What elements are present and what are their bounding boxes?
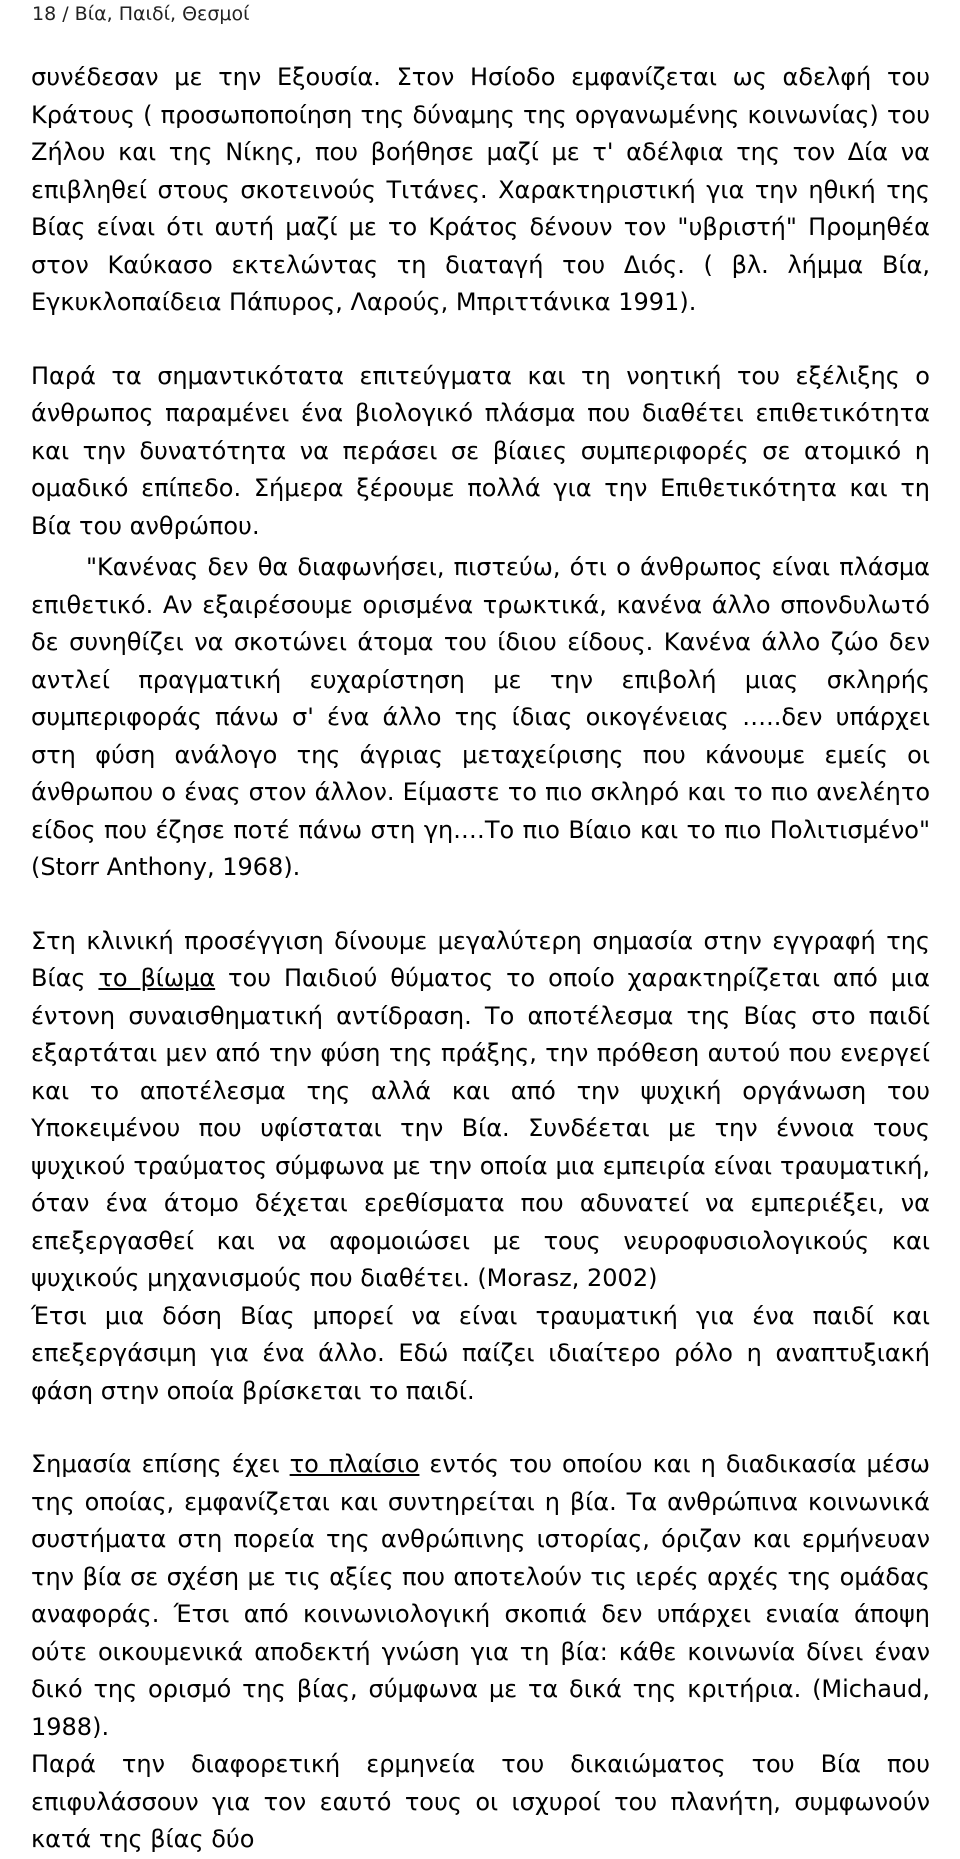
context-rest-text: εντός του οποίου και η διαδικασία μέσω της οποίας, εμφανίζεται και συντηρείται η βία. Τα ανθρώπινα κοινωνικά συστήματα στη πορεία της ανθρώπινης ιστορίας, όριζαν και ερμήνευαν την βία σε σχέση με τις αξίες που αποτελούν τις ιερές αρχές της ομάδας αναφοράς. Έτσι από κοινωνιολογική σκοπιά δεν υπάρχει ενιαία άποψη ούτε οικουμενικά αποδεκτή γνώση για τη βία: κάθε κοινωνία δίνει έναν δικό της ορισμό της βίας, σύμφωνα με τα δικά της κριτήρια. (Michaud, 1988).: [31, 1450, 931, 1741]
clinical-lead-text: Στη κλινική προσέγγιση δίνουμε μεγαλύτερη σημασία στην εγγραφή της Βίας: [31, 926, 930, 992]
paragraph-1: συνέδεσαν με την Εξουσία. Στον Ησίοδο εμφανίζεται ως αδελφή του Κράτους ( προσωποποίηση της δύναμης της οργανωμένης κοινωνίας) του Ζήλου και της Νίκης, που βοήθησε μαζί με τ' αδέλφια της τον Δία να επιβληθεί στους σκοτεινούς Τιτάνες. Χαρακτηριστική για την ηθική της Βίας είναι ότι αυτή μαζί με το Κράτος δένουν τον "υβριστή" Προμηθέα στον Καύκασο εκτελώντας τη διαταγή του Διός. ( βλ. λήμμα Βία, Εγκυκλοπαίδεια Πάπυρος, Λαρούς, Μπριττάνικα 1991).: [31, 63, 930, 316]
quote-paragraph: "Κανένας δεν θα διαφωνήσει, πιστεύω, ότι ο άνθρωπος είναι πλάσμα επιθετικό. Αν εξαιρέσουμε ορισμένα τρωκτικά, κανένα άλλο σπονδυλωτό δε συνηθίζει να σκοτώνει άτομα του ίδιου είδους. Κανένα άλλο ζώο δεν αντλεί πραγματική ευχαρίστηση με την επιβολή μιας σκληρής συμπεριφοράς πάνω σ' ένα άλλο της ίδιας οικογένειας …..δεν υπάρχει στη φύση ανάλογο της άγριας μεταχείρισης που κάνουμε εμείς οι άνθρωπου ο ένας στον άλλον. Είμαστε το πιο σκληρό και το πιο ανελέητο είδος που έζησε ποτέ πάνω στη γη.…Το πιο Βίαιο και το πιο Πολιτισμένο" (Storr Anthony, 1968).: [31, 553, 930, 881]
underlined-term-framework: το πλαίσιο: [289, 1450, 420, 1478]
clinical-rest-text: του Παιδιού θύματος το οποίο χαρακτηρίζεται από μια έντονη συναισθηματική αντίδραση. Το αποτέλεσμα της Βίας στο παιδί εξαρτάται μεν από την φύση της πράξης, την πρόθεση αυτού που ενεργεί και το αποτέλεσμα της αλλά και από την ψυχική οργάνωση του Υποκειμένου που υφίσταται την Βία. Συνδέεται με την έννοια τους ψυχικού τραύματος σύμφωνα με την οποία μια εμπειρία είναι τραυματική, όταν ένα άτομο δέχεται ερεθίσματα που αδυνατεί να εμπεριέξει, να επεξεργασθεί και να αφομοιώσει με τους νευροφυσιολογικούς και ψυχικούς μηχανισμούς που διαθέτει. (Morasz, 2002): [31, 964, 931, 1292]
paragraph-2: Παρά τα σημαντικότατα επιτεύγματα και τη νοητική του εξέλιξης ο άνθρωπος παραμένει ένα βιολογικό πλάσμα που διαθέτει επιθετικότητα και την δυνατότητα να περάσει σε βίαιες συμπεριφορές σε ατομικό η ομαδικό επίπεδο. Σήμερα ξέρουμε πολλά για την Επιθετικότητα και τη Βία του ανθρώπου.: [31, 361, 930, 540]
context-lead-text: Σημασία επίσης έχει: [31, 1450, 290, 1478]
paragraph-clinical: [31, 923, 930, 1298]
paragraph-final: Παρά την διαφορετική ερμηνεία του δικαιώματος του Βία που επιφυλάσσουν για τον εαυτό τους οι ισχυροί του πλανήτη, συμφωνούν κατά της βίας δύο: [31, 1750, 930, 1853]
underlined-term-experience: το βίωμα: [98, 964, 216, 992]
running-header: 18 / Βία, Παιδί, Θεσμοί: [32, 3, 250, 25]
paragraph-trauma-dose: Έτσι μια δόση Βίας μπορεί να είναι τραυματική για ένα παιδί και επεξεργάσιμη για ένα άλλο. Εδώ παίζει ιδιαίτερο ρόλο η αναπτυξιακή φάση στην οποία βρίσκεται το παιδί.: [31, 1301, 930, 1405]
page-body: [31, 59, 930, 1859]
paragraph-context: [31, 1446, 930, 1746]
